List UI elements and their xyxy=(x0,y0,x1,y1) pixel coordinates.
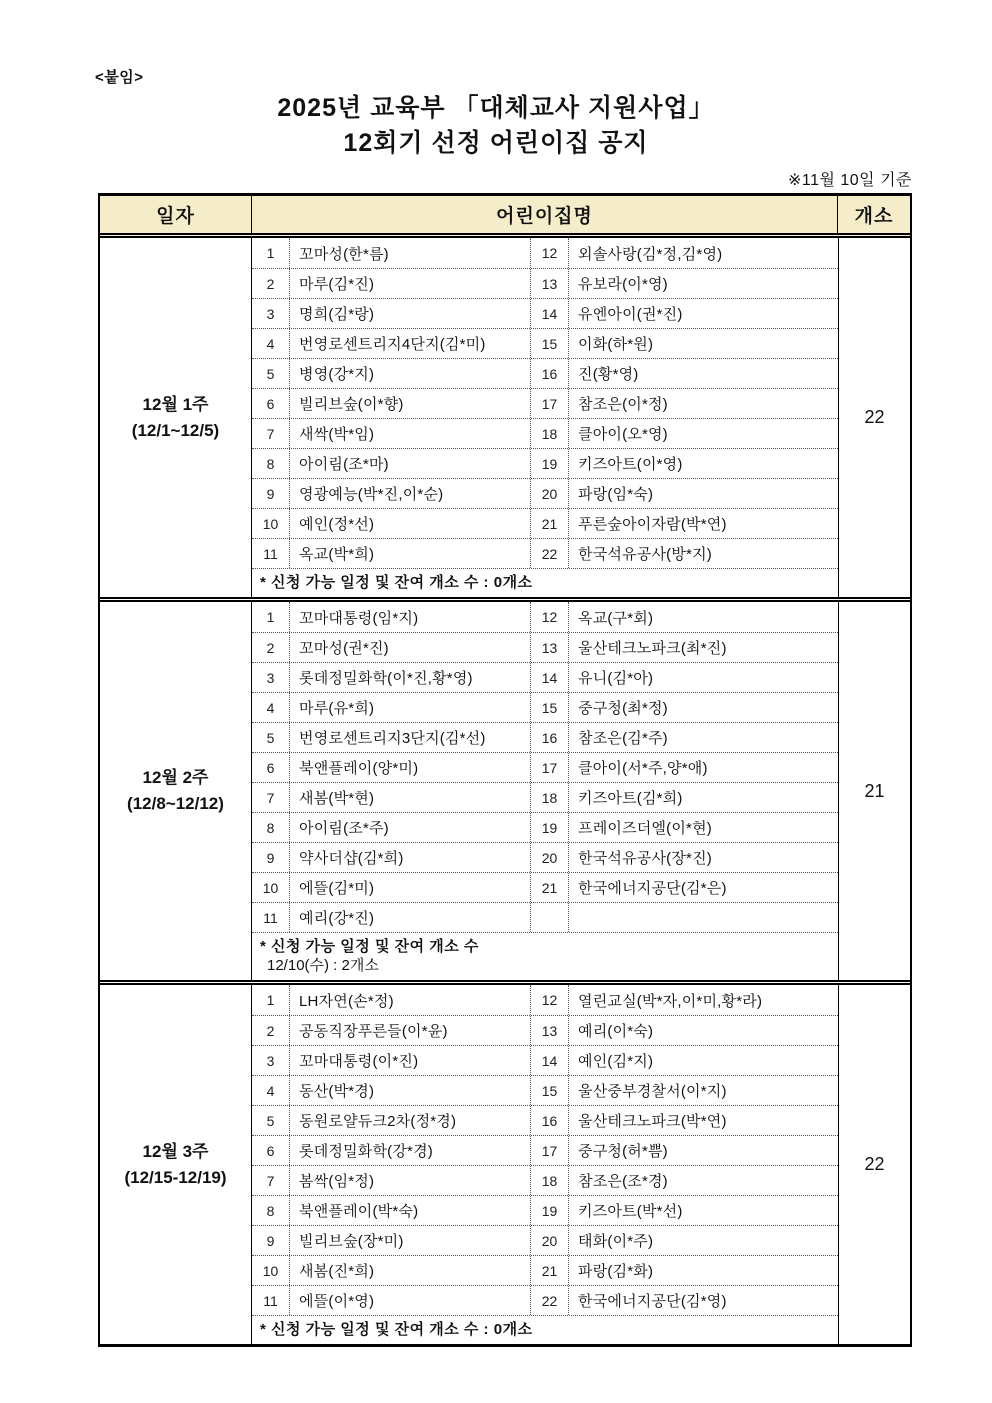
entry-number: 14 xyxy=(531,1046,569,1075)
availability-note-line1: * 신청 가능 일정 및 잔여 개소 수 xyxy=(260,938,479,955)
entry-name: 울산테크노파크(박*연) xyxy=(578,1113,727,1130)
entry-name: 한국석유공사(장*진) xyxy=(578,850,712,867)
entry-number: 17 xyxy=(531,753,569,782)
table-row xyxy=(531,692,838,722)
week-date-range: (12/8~12/12) xyxy=(127,794,224,813)
table-row xyxy=(531,478,838,508)
table-row xyxy=(531,662,838,692)
entry-number: 9 xyxy=(252,479,290,508)
table-row xyxy=(252,1225,530,1255)
week-block-2 xyxy=(100,597,910,980)
entry-name: 꼬마대통령(이*진) xyxy=(299,1053,419,1070)
table-row xyxy=(531,238,838,268)
entry-name: 중구청(최*정) xyxy=(578,700,668,717)
entry-number: 6 xyxy=(252,389,290,418)
col-header-date: 일자 xyxy=(100,196,252,233)
entry-number: 19 xyxy=(531,1196,569,1225)
week-date-cell xyxy=(100,238,252,597)
table-row xyxy=(531,1015,838,1045)
entry-number: 18 xyxy=(531,419,569,448)
attachment-label: <붙임> xyxy=(95,69,144,86)
entry-name: 빌리브숲(장*미) xyxy=(299,1233,404,1250)
entry-number: 9 xyxy=(252,1226,290,1255)
table-row xyxy=(252,418,530,448)
table-row xyxy=(531,782,838,812)
entry-number: 10 xyxy=(252,873,290,902)
table-row xyxy=(531,1135,838,1165)
entry-number: 12 xyxy=(531,238,569,268)
entry-name: 유니(김*아) xyxy=(578,670,654,687)
week-count: 21 xyxy=(838,602,910,980)
entry-number: 15 xyxy=(531,693,569,722)
entry-number: 13 xyxy=(531,1016,569,1045)
entry-name: 옥교(구*회) xyxy=(578,609,654,627)
entry-name: 공동직장푸른들(이*윤) xyxy=(299,1023,448,1040)
center-list xyxy=(252,602,838,980)
entry-name: 꼬마성(한*름) xyxy=(299,245,389,263)
table-row xyxy=(531,985,838,1015)
entry-name: 마루(김*진) xyxy=(299,276,375,293)
entry-number: 5 xyxy=(252,1106,290,1135)
entry-number: 1 xyxy=(252,985,290,1015)
week-label: 12월 3주 xyxy=(142,1141,209,1161)
entry-name: 아이림(조*마) xyxy=(299,456,389,473)
entry-number: 11 xyxy=(252,903,290,932)
entry-number: 18 xyxy=(531,783,569,812)
entry-number: 7 xyxy=(252,419,290,448)
col-header-name: 어린이집명 xyxy=(252,196,838,233)
entry-number: 4 xyxy=(252,329,290,358)
availability-note xyxy=(252,932,838,980)
entry-number: 22 xyxy=(531,1286,569,1315)
empty-cell xyxy=(531,902,838,932)
entry-number: 8 xyxy=(252,449,290,478)
entry-name: 예인(김*지) xyxy=(578,1053,654,1070)
entry-name: 새봄(박*현) xyxy=(299,790,375,807)
table-row xyxy=(252,692,530,722)
week-label: 12월 2주 xyxy=(142,768,209,787)
entry-number: 21 xyxy=(531,509,569,538)
table-row xyxy=(252,812,530,842)
entry-name: 새봄(진*희) xyxy=(299,1263,375,1280)
entry-name: 유보라(이*영) xyxy=(578,276,668,293)
entry-name: 북앤플레이(양*미) xyxy=(299,760,419,777)
entry-name: 롯데정밀화학(강*경) xyxy=(299,1143,433,1160)
entry-number: 5 xyxy=(252,359,290,388)
availability-note xyxy=(252,1315,838,1344)
table-row xyxy=(252,752,530,782)
availability-note-line2: 12/10(수) : 2개소 xyxy=(267,957,379,974)
center-columns xyxy=(252,985,838,1315)
entry-number: 10 xyxy=(252,509,290,538)
table-row xyxy=(252,782,530,812)
table-row xyxy=(252,328,530,358)
entry-name: 에뜰(김*미) xyxy=(299,880,375,897)
entry-number: 16 xyxy=(531,723,569,752)
table-row xyxy=(252,662,530,692)
entry-name: 예리(강*진) xyxy=(299,910,375,927)
entry-name: 번영로센트리지3단지(김*선) xyxy=(299,730,486,747)
entry-number: 4 xyxy=(252,1076,290,1105)
week-label: 12월 1주 xyxy=(142,394,209,414)
entry-number: 20 xyxy=(531,1226,569,1255)
entry-number: 3 xyxy=(252,663,290,692)
entry-number: 2 xyxy=(252,269,290,298)
table-row xyxy=(531,538,838,568)
center-right-column xyxy=(530,602,838,932)
entry-name: 울산중부경찰서(이*지) xyxy=(578,1083,727,1100)
table-row xyxy=(531,508,838,538)
entry-number xyxy=(531,903,569,932)
table-row xyxy=(531,388,838,418)
document-title-line2: 12회기 선정 어린이집 공지 xyxy=(343,129,649,157)
table-row xyxy=(252,985,530,1015)
entry-number: 1 xyxy=(252,602,290,632)
entry-name: 한국에너지공단(김*은) xyxy=(578,880,727,897)
table-row xyxy=(531,1075,838,1105)
entry-number: 2 xyxy=(252,633,290,662)
entry-name: 새싹(박*임) xyxy=(299,426,375,443)
entry-name: 영광예능(박*진,이*순) xyxy=(299,486,444,503)
entry-number: 17 xyxy=(531,389,569,418)
entry-name: 한국석유공사(방*지) xyxy=(578,546,712,563)
week-date-range: (12/15-12/19) xyxy=(124,1167,227,1187)
entry-name xyxy=(569,903,578,932)
entry-number: 11 xyxy=(252,539,290,568)
table-row xyxy=(252,722,530,752)
entry-name: 명희(김*랑) xyxy=(299,306,375,323)
availability-note-line1: * 신청 가능 일정 및 잔여 개소 수 : 0개소 xyxy=(260,574,533,591)
entry-number: 6 xyxy=(252,753,290,782)
week-block-3 xyxy=(100,980,910,1344)
entry-name: 번영로센트리지4단지(김*미) xyxy=(299,336,486,353)
entry-number: 17 xyxy=(531,1136,569,1165)
table-row xyxy=(252,1195,530,1225)
entry-name: 프레이즈더엘(이*현) xyxy=(578,820,712,837)
entry-name: 동원로얄듀크2차(정*경) xyxy=(299,1113,457,1130)
table-row xyxy=(252,298,530,328)
availability-note-line1: * 신청 가능 일정 및 잔여 개소 수 : 0개소 xyxy=(260,1321,533,1338)
entry-name: 마루(유*희) xyxy=(299,700,375,717)
entry-name: 예리(이*숙) xyxy=(578,1023,654,1040)
table-row xyxy=(531,1045,838,1075)
reference-date-note: ※11월 10일 기준 xyxy=(787,172,912,189)
entry-name: 한국에너지공단(김*영) xyxy=(578,1293,727,1310)
table-row xyxy=(531,328,838,358)
entry-name: 키즈아트(김*희) xyxy=(578,790,683,807)
entry-name: 푸른숲아이자람(박*연) xyxy=(578,516,727,533)
center-right-column xyxy=(530,238,838,568)
entry-name: 꼬마성(권*진) xyxy=(299,640,389,657)
entry-name: 키즈아트(박*선) xyxy=(578,1203,683,1220)
table-row xyxy=(252,388,530,418)
table-row xyxy=(252,1105,530,1135)
availability-note xyxy=(252,568,838,597)
entry-name: 이화(하*원) xyxy=(578,336,654,353)
entry-name: 울산테크노파크(최*진) xyxy=(578,640,727,657)
center-left-column xyxy=(252,985,530,1315)
entry-number: 4 xyxy=(252,693,290,722)
center-columns xyxy=(252,238,838,568)
table-row xyxy=(252,1015,530,1045)
table-row xyxy=(531,1255,838,1285)
entry-number: 21 xyxy=(531,873,569,902)
table-row xyxy=(252,602,530,632)
document-title-line1: 2025년 교육부 「대체교사 지원사업」 xyxy=(277,94,715,122)
entry-number: 12 xyxy=(531,602,569,632)
table-row xyxy=(252,508,530,538)
entry-number: 13 xyxy=(531,633,569,662)
entry-number: 22 xyxy=(531,539,569,568)
table-row xyxy=(252,842,530,872)
table-row xyxy=(531,1225,838,1255)
entry-number: 6 xyxy=(252,1136,290,1165)
entry-number: 18 xyxy=(531,1166,569,1195)
entry-number: 8 xyxy=(252,813,290,842)
table-row xyxy=(531,872,838,902)
selection-table xyxy=(98,193,912,1347)
entry-name: 아이림(조*주) xyxy=(299,820,389,837)
week-date-cell xyxy=(100,602,252,980)
entry-name: 태화(이*주) xyxy=(578,1233,654,1250)
entry-name: 동산(박*경) xyxy=(299,1083,375,1100)
entry-number: 11 xyxy=(252,1286,290,1315)
center-list xyxy=(252,238,838,597)
entry-name: 약사더샵(김*희) xyxy=(299,850,404,867)
entry-name: 꼬마대통령(임*지) xyxy=(299,609,419,627)
table-row xyxy=(252,1135,530,1165)
entry-number: 19 xyxy=(531,813,569,842)
table-row xyxy=(531,602,838,632)
entry-number: 21 xyxy=(531,1256,569,1285)
table-row xyxy=(252,1255,530,1285)
table-row xyxy=(531,358,838,388)
entry-name: 외솔사랑(김*정,김*영) xyxy=(578,245,723,263)
entry-name: 참조은(조*경) xyxy=(578,1173,668,1190)
entry-number: 20 xyxy=(531,843,569,872)
entry-number: 7 xyxy=(252,783,290,812)
table-row xyxy=(252,538,530,568)
table-row xyxy=(252,1285,530,1315)
table-row xyxy=(531,298,838,328)
table-row xyxy=(531,1195,838,1225)
entry-number: 12 xyxy=(531,985,569,1015)
table-row xyxy=(531,448,838,478)
entry-number: 15 xyxy=(531,1076,569,1105)
entry-name: 유엔아이(권*진) xyxy=(578,306,683,323)
table-row xyxy=(531,1105,838,1135)
entry-name: 클아이(오*영) xyxy=(578,426,668,443)
col-header-count: 개소 xyxy=(854,206,894,227)
entry-name: 에뜰(이*영) xyxy=(299,1293,375,1310)
entry-name: 파랑(임*숙) xyxy=(578,486,654,503)
entry-number: 13 xyxy=(531,269,569,298)
week-count: 22 xyxy=(838,238,910,597)
table-row xyxy=(531,812,838,842)
table-row xyxy=(252,1045,530,1075)
center-columns xyxy=(252,602,838,932)
entry-name: 클아이(서*주,양*애) xyxy=(578,760,708,777)
table-row xyxy=(531,1165,838,1195)
table-row xyxy=(531,1285,838,1315)
entry-number: 1 xyxy=(252,238,290,268)
table-row xyxy=(531,632,838,662)
entry-number: 3 xyxy=(252,1046,290,1075)
entry-number: 2 xyxy=(252,1016,290,1045)
entry-name: 진(황*영) xyxy=(578,366,639,383)
entry-name: 참조은(이*정) xyxy=(578,396,668,413)
entry-number: 14 xyxy=(531,299,569,328)
week-date-cell xyxy=(100,985,252,1344)
center-left-column xyxy=(252,238,530,568)
table-row xyxy=(252,448,530,478)
table-row xyxy=(531,752,838,782)
table-header-row xyxy=(100,196,910,238)
entry-number: 16 xyxy=(531,1106,569,1135)
entry-name: 봄싹(임*정) xyxy=(299,1173,375,1190)
entry-name: LH자연(손*정) xyxy=(299,992,394,1010)
entry-name: 북앤플레이(박*숙) xyxy=(299,1203,419,1220)
entry-number: 14 xyxy=(531,663,569,692)
entry-name: 롯데정밀화학(이*진,황*영) xyxy=(299,670,473,687)
table-row xyxy=(252,872,530,902)
table-row xyxy=(252,1075,530,1105)
entry-number: 8 xyxy=(252,1196,290,1225)
table-row xyxy=(252,902,530,932)
week-count: 22 xyxy=(838,985,910,1344)
center-left-column xyxy=(252,602,530,932)
document-title xyxy=(0,91,992,161)
week-date-range: (12/1~12/5) xyxy=(131,420,220,440)
table-row xyxy=(252,632,530,662)
entry-number: 9 xyxy=(252,843,290,872)
entry-number: 20 xyxy=(531,479,569,508)
entry-name: 참조은(김*주) xyxy=(578,730,668,747)
table-row xyxy=(252,238,530,268)
table-row xyxy=(531,722,838,752)
entry-name: 병영(강*지) xyxy=(299,366,375,383)
entry-name: 열린교실(박*자,이*미,황*라) xyxy=(578,992,763,1010)
table-row xyxy=(252,478,530,508)
entry-name: 키즈아트(이*영) xyxy=(578,456,683,473)
table-row xyxy=(531,842,838,872)
entry-number: 10 xyxy=(252,1256,290,1285)
table-row xyxy=(252,358,530,388)
entry-number: 3 xyxy=(252,299,290,328)
table-row xyxy=(252,1165,530,1195)
center-list xyxy=(252,985,838,1344)
entry-number: 15 xyxy=(531,329,569,358)
entry-name: 옥교(박*희) xyxy=(299,546,375,563)
entry-number: 5 xyxy=(252,723,290,752)
entry-number: 16 xyxy=(531,359,569,388)
entry-number: 19 xyxy=(531,449,569,478)
entry-name: 파랑(김*화) xyxy=(578,1263,654,1280)
week-block-1 xyxy=(100,238,910,597)
entry-name: 중구청(허*쁨) xyxy=(578,1143,668,1160)
center-right-column xyxy=(530,985,838,1315)
table-row xyxy=(531,418,838,448)
entry-name: 빌리브숲(이*향) xyxy=(299,396,404,413)
entry-number: 7 xyxy=(252,1166,290,1195)
table-row xyxy=(252,268,530,298)
table-row xyxy=(531,268,838,298)
entry-name: 예인(정*선) xyxy=(299,516,375,533)
